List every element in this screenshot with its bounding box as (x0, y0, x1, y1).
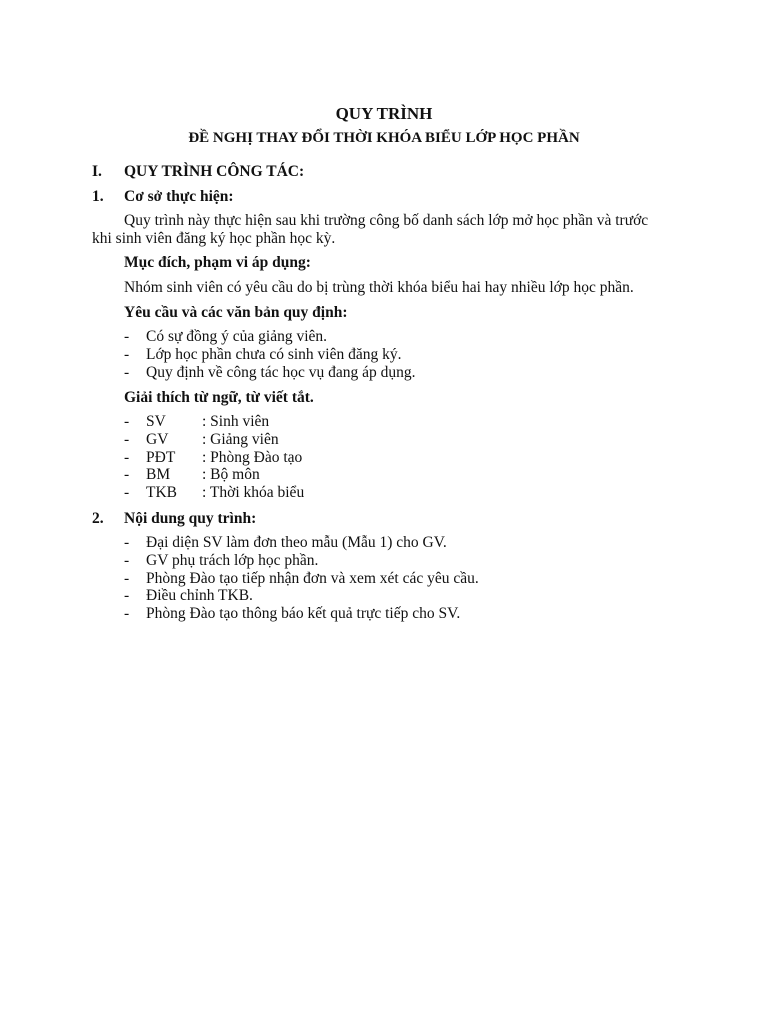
list-item (124, 570, 479, 588)
list-dash: - (124, 551, 130, 569)
list-dash: - (124, 605, 130, 623)
glossary-list (124, 413, 304, 502)
subsection-title: Nội dung quy trình: (124, 510, 257, 527)
abbreviation-meaning: : Bộ môn (202, 466, 260, 484)
purpose-text: Nhóm sinh viên có yêu cầu do bị trùng thời khóa biểu hai hay nhiều lớp học phần. (124, 279, 634, 296)
list-dash: - (124, 569, 130, 587)
list-item-text: GV phụ trách lớp học phần. (146, 551, 319, 569)
purpose-heading: Mục đích, phạm vi áp dụng: (124, 254, 311, 271)
document-title: QUY TRÌNH (335, 104, 433, 123)
list-dash: - (124, 466, 130, 484)
subsection-heading-2 (92, 510, 256, 528)
list-dash: - (124, 328, 130, 345)
list-dash: - (124, 363, 130, 381)
list-dash: - (124, 345, 130, 363)
subsection-title: Cơ sở thực hiện: (124, 188, 234, 205)
list-item (124, 605, 479, 623)
list-item-text: Lớp học phần chưa có sinh viên đăng ký. (146, 345, 402, 363)
list-item (124, 328, 415, 346)
list-item-text: Có sự đồng ý của giảng viên. (146, 328, 328, 345)
list-item (124, 466, 304, 484)
abbreviation: PĐT (146, 448, 176, 466)
list-item (124, 587, 479, 605)
abbreviation: GV (146, 430, 169, 448)
list-item-text: Phòng Đào tạo thông báo kết quả trực tiếp cho SV. (146, 605, 461, 623)
list-item (124, 552, 479, 570)
requirements-heading: Yêu cầu và các văn bản quy định: (124, 304, 348, 321)
list-dash: - (124, 448, 130, 466)
list-dash: - (124, 587, 130, 605)
list-item-text: Quy định về công tác học vụ đang áp dụng. (146, 363, 416, 381)
list-item (124, 449, 304, 467)
abbreviation: SV (146, 413, 166, 430)
list-item (124, 534, 479, 552)
subsection-number: 1. (92, 188, 104, 205)
list-item-text: Phòng Đào tạo tiếp nhận đơn và xem xét các yêu cầu. (146, 569, 479, 587)
glossary-heading: Giải thích từ ngữ, từ viết tắt. (124, 389, 314, 406)
list-dash: - (124, 430, 130, 448)
list-item (124, 346, 415, 364)
document-subtitle: ĐỀ NGHỊ THAY ĐỔI THỜI KHÓA BIỂU LỚP HỌC PHẦN (188, 130, 580, 146)
abbreviation-meaning: : Giảng viên (202, 430, 279, 448)
list-item (124, 484, 304, 502)
list-item-text: Điều chỉnh TKB. (146, 587, 253, 605)
list-dash: - (124, 534, 130, 551)
list-item-text: Đại diện SV làm đơn theo mẫu (Mẫu 1) cho GV. (146, 534, 447, 551)
section-heading-1 (92, 163, 304, 181)
abbreviation-meaning: : Thời khóa biểu (202, 484, 305, 502)
list-dash: - (124, 484, 130, 502)
section-title: QUY TRÌNH CÔNG TÁC: (124, 163, 305, 180)
subsection-heading-1 (92, 188, 234, 206)
basis-line-2: khi sinh viên đăng ký học phần học kỳ. (92, 230, 336, 247)
abbreviation-meaning: : Sinh viên (202, 413, 270, 430)
list-item (124, 431, 304, 449)
basis-line-1: Quy trình này thực hiện sau khi trường công bố danh sách lớp mở học phần và trước (124, 212, 649, 229)
abbreviation: BM (146, 466, 171, 484)
section-number: I. (92, 163, 102, 180)
list-item (124, 413, 304, 431)
procedure-list (124, 534, 479, 623)
list-dash: - (124, 413, 130, 430)
requirements-list (124, 328, 415, 381)
abbreviation-meaning: : Phòng Đào tạo (202, 448, 303, 466)
list-item (124, 364, 415, 382)
abbreviation: TKB (146, 484, 177, 502)
subsection-number: 2. (92, 510, 104, 527)
basis-paragraph (92, 212, 692, 248)
